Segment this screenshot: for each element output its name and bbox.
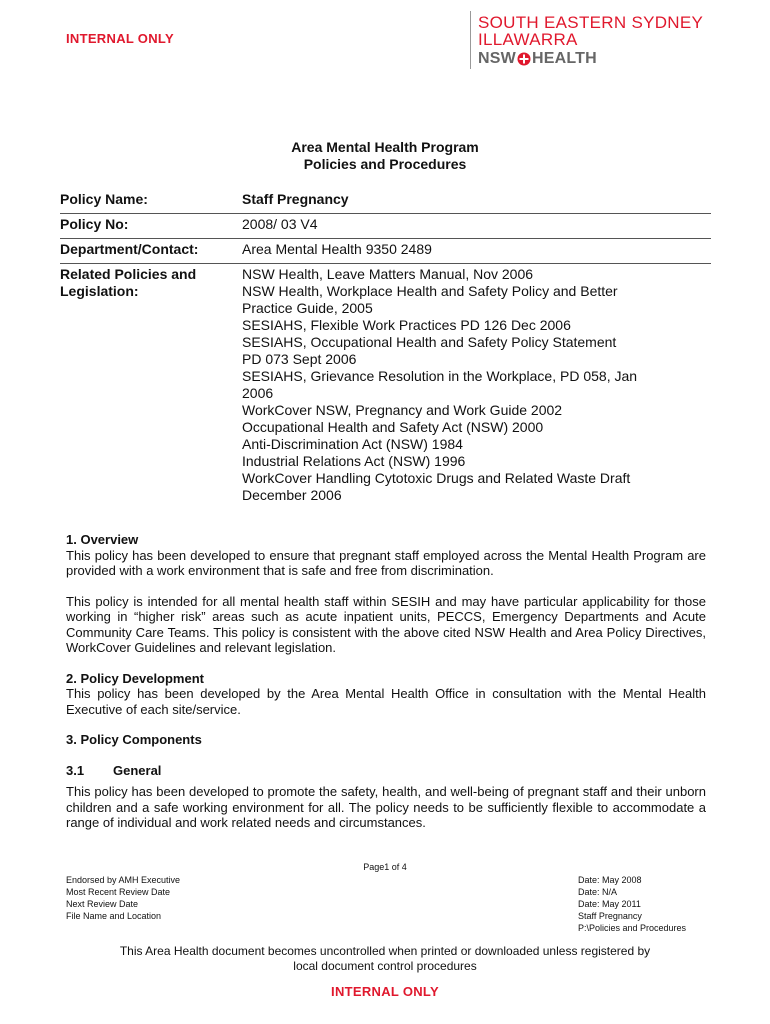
policy-sections xyxy=(66,532,706,831)
meta-value: Date: May 2011 xyxy=(578,899,641,909)
related-line: Industrial Relations Act (NSW) 1996 xyxy=(242,453,466,469)
related-policies-list xyxy=(242,266,712,504)
internal-only-footer-label: INTERNAL ONLY xyxy=(331,984,439,999)
related-line: WorkCover Handling Cytotoxic Drugs and Related Waste Draft xyxy=(242,470,631,486)
internal-only-label: INTERNAL ONLY xyxy=(66,31,174,46)
footer-meta-values xyxy=(578,874,686,934)
department-value: Area Mental Health 9350 2489 xyxy=(242,241,432,257)
table-divider xyxy=(60,213,711,214)
department-label: Department/Contact: xyxy=(60,241,199,257)
logo-text-line2: ILLAWARRA xyxy=(478,30,578,49)
document-heading xyxy=(0,139,770,173)
sesiahs-logo xyxy=(470,11,730,71)
table-divider xyxy=(60,238,711,239)
heading-line2: Policies and Procedures xyxy=(303,156,467,172)
section-1-paragraph: This policy is intended for all mental health staff within SESIH and may have particular applicability for those working in “higher risk” areas such as acute inpatient units, PECCS, Emergency Departments and Acute Community Care Teams. This policy is consistent with the above cited NSW Health and Area Policy Directives, WorkCover Guidelines and relevant legislation. xyxy=(66,593,706,655)
related-line: December 2006 xyxy=(242,487,342,503)
meta-label: Endorsed by AMH Executive xyxy=(66,875,181,885)
meta-value: P:\Policies and Procedures xyxy=(578,923,687,933)
subsection-3-1-title xyxy=(66,763,706,779)
related-line: SESIAHS, Grievance Resolution in the Workplace, PD 058, Jan xyxy=(242,368,638,384)
policy-no-label: Policy No: xyxy=(60,216,129,232)
meta-label: File Name and Location xyxy=(66,911,162,921)
related-label-line1: Related Policies and xyxy=(60,266,197,282)
related-label-line2: Legislation: xyxy=(60,283,139,299)
related-line: 2006 xyxy=(242,385,274,401)
table-divider xyxy=(60,263,711,264)
related-line: Occupational Health and Safety Act (NSW) 2000 xyxy=(242,419,544,435)
section-3-1-paragraph: This policy has been developed to promote the safety, health, and well-being of pregnant staff and their unborn children and a safe working environment for all. The policy needs to be sufficiently flexible to accommodate a range of individual and work related needs and circumstances. xyxy=(66,784,706,830)
subsection-number: 3.1 xyxy=(66,762,85,778)
nsw-text: NSW xyxy=(478,50,516,67)
meta-label: Next Review Date xyxy=(66,899,139,909)
health-text: HEALTH xyxy=(531,50,597,67)
logo-text-line1: SOUTH EASTERN SYDNEY xyxy=(478,13,704,32)
policy-name-value: Staff Pregnancy xyxy=(242,191,349,207)
related-line: NSW Health, Workplace Health and Safety Policy and Better xyxy=(242,283,618,299)
nsw-health-wordmark xyxy=(478,50,597,68)
page-number: Page1 of 4 xyxy=(363,862,407,872)
disclaimer-line2: local document control procedures xyxy=(293,959,477,973)
subsection-label: General xyxy=(113,762,162,778)
related-line: SESIAHS, Occupational Health and Safety Policy Statement xyxy=(242,334,617,350)
footer-meta-labels xyxy=(66,874,180,922)
logo-divider xyxy=(470,11,471,69)
related-line: PD 073 Sept 2006 xyxy=(242,351,357,367)
section-1-paragraph: This policy has been developed to ensure that pregnant staff employed across the Mental Health Program are provided with a work environment that is safe and free from discrimination. xyxy=(66,547,706,578)
heading-line1: Area Mental Health Program xyxy=(291,139,479,155)
policy-no-value: 2008/ 03 V4 xyxy=(242,216,318,232)
section-2-title: 2. Policy Development xyxy=(66,670,204,686)
section-3-title: 3. Policy Components xyxy=(66,732,202,747)
related-policies-label xyxy=(60,266,235,300)
section-1-title: 1. Overview xyxy=(66,532,139,547)
document-control-disclaimer xyxy=(0,944,770,974)
related-line: NSW Health, Leave Matters Manual, Nov 2006 xyxy=(242,266,534,282)
related-line: SESIAHS, Flexible Work Practices PD 126 Dec 2006 xyxy=(242,317,571,333)
meta-value: Staff Pregnancy xyxy=(578,911,642,921)
waratah-icon xyxy=(517,52,531,66)
related-line: WorkCover NSW, Pregnancy and Work Guide 2002 xyxy=(242,402,563,418)
meta-value: Date: May 2008 xyxy=(578,875,642,885)
related-line: Practice Guide, 2005 xyxy=(242,300,373,316)
related-line: Anti-Discrimination Act (NSW) 1984 xyxy=(242,436,463,452)
policy-name-label: Policy Name: xyxy=(60,191,148,207)
meta-value: Date: N/A xyxy=(578,887,618,897)
section-2-paragraph: This policy has been developed by the Area Mental Health Office in consultation with the Mental Health Executive of each site/service. xyxy=(66,686,706,717)
disclaimer-line1: This Area Health document becomes uncontrolled when printed or downloaded unless registered by xyxy=(119,944,651,958)
meta-label: Most Recent Review Date xyxy=(66,887,171,897)
